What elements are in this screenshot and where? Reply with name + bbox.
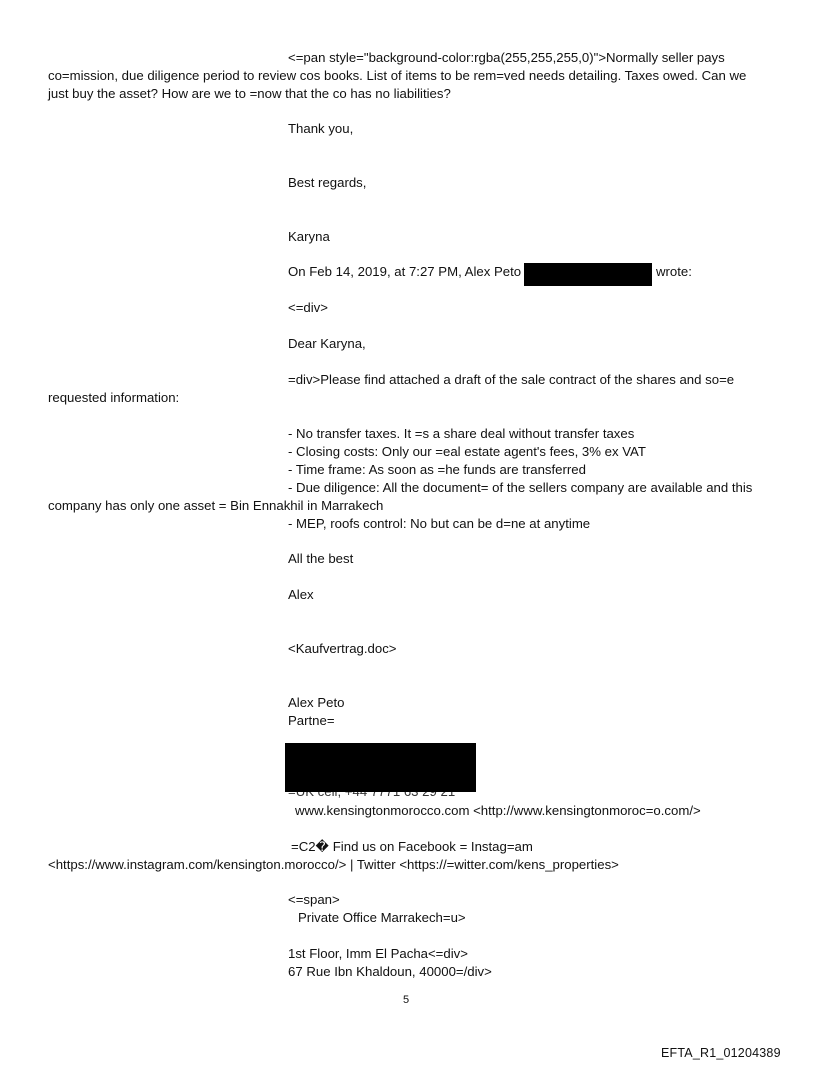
address-line: 67 Rue Ibn Khaldoun, 40000=/div> [288,964,492,979]
intro-line: =div>Please find attached a draft of the sale contract of the shares and so=e [288,372,735,387]
body-line: co=mission, due diligence period to review cos books. List of items to be rem=ved needs detailing. Taxes owed. Can we [48,68,747,83]
social-line: =C2� Find us on Facebook = Instag=am [291,839,533,854]
closing-line: All the best [288,551,354,566]
intro-line: requested information: [48,390,180,405]
sig-name: Alex Peto [288,695,345,710]
attachment-name: <Kaufvertrag.doc> [288,641,397,656]
greeting: Dear Karyna, [288,336,366,351]
office-line: Private Office Marrakech=u> [298,910,466,925]
bullet-item: - Time frame: As soon as =he funds are transferred [288,462,586,477]
document-id: EFTA_R1_01204389 [661,1046,781,1060]
div-tag: <=div> [288,300,328,315]
bullet-item: - Due diligence: All the document= of the sellers company are available and this [288,480,753,495]
quote-header-post: wrote: [656,264,692,279]
span-tag: <=span> [288,892,340,907]
bullet-item: - No transfer taxes. It =s a share deal without transfer taxes [288,426,635,441]
sender-first: Alex [288,587,314,602]
page-number: 5 [403,994,410,1006]
thanks-line: Thank you, [288,121,354,136]
sig-title: Partne= [288,713,335,728]
bullet-item: - MEP, roofs control: No but can be d=ne at anytime [288,516,591,531]
website-link[interactable]: www.kensingtonmorocco.com <http://www.kensingtonmoroc=o.com/> [295,803,701,818]
quote-header-pre: On Feb 14, 2019, at 7:27 PM, Alex Peto [288,264,522,279]
address-line: 1st Floor, Imm El Pacha<=div> [288,946,468,961]
social-links[interactable]: <https://www.instagram.com/kensington.morocco/> | Twitter <https://=witter.com/kens_properties> [48,857,619,872]
signature-name: Karyna [288,229,330,244]
regards-line: Best regards, [288,175,367,190]
bullet-item: - Closing costs: Only our =eal estate agent's fees, 3% ex VAT [288,444,646,459]
bullet-wrap: company has only one asset = Bin Ennakhil in Marrakech [48,498,384,513]
body-line: <=pan style="background-color:rgba(255,255,255,0)">Normally seller pays [288,50,725,65]
body-line: just buy the asset? How are we to =now that the co has no liabilities? [48,86,451,101]
redaction-box [285,743,476,792]
redaction-box [524,263,652,286]
